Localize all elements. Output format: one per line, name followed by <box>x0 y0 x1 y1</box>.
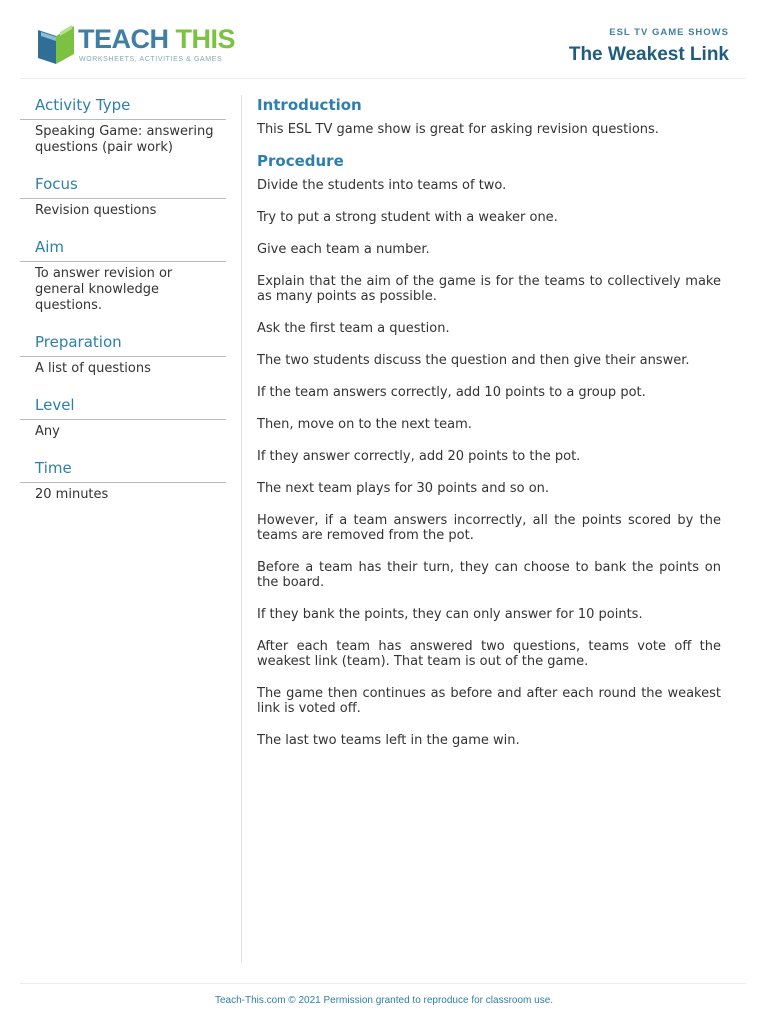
procedure-step: However, if a team answers incorrectly, all the points scored by the teams are removed from the pot. <box>257 513 721 543</box>
sidebar-section-aim <box>20 237 226 314</box>
procedure-step: If they bank the points, they can only answer for 10 points. <box>257 607 643 622</box>
sidebar-heading: Level <box>20 395 226 420</box>
logo-tagline: WORKSHEETS, ACTIVITIES & GAMES <box>79 56 223 63</box>
sidebar-section-focus <box>20 174 226 219</box>
procedure-step: Then, move on to the next team. <box>257 417 472 432</box>
header-title-block <box>569 27 729 66</box>
sidebar-value: To answer revision or general knowledge questions. <box>35 266 173 313</box>
procedure-step: The next team plays for 30 points and so on. <box>257 481 550 496</box>
series-label: ESL TV GAME SHOWS <box>609 27 729 38</box>
procedure-step: Explain that the aim of the game is for the teams to collectively make as many points as possible. <box>257 274 721 304</box>
procedure-step: The game then continues as before and after each round the weakest link is voted off. <box>257 686 721 716</box>
procedure-step: The two students discuss the question and then give their answer. <box>257 353 690 368</box>
main-content <box>257 95 721 765</box>
sidebar-heading: Time <box>20 458 226 483</box>
procedure-heading: Procedure <box>257 152 344 170</box>
sidebar-heading: Activity Type <box>20 95 226 120</box>
sidebar-value: A list of questions <box>35 361 151 376</box>
logo-this: THIS <box>175 24 236 54</box>
introduction-heading: Introduction <box>257 96 362 114</box>
sidebar-section-preparation <box>20 332 226 377</box>
footer-divider <box>20 983 746 984</box>
sidebar <box>20 95 226 521</box>
sidebar-value: 20 minutes <box>35 487 109 502</box>
sidebar-section-level <box>20 395 226 440</box>
procedure-step: Try to put a strong student with a weaker one. <box>257 210 558 225</box>
procedure-step: After each team has answered two questions, teams vote off the weakest link (team). That team is out of the game. <box>257 639 721 669</box>
procedure-step: Ask the first team a question. <box>257 321 450 336</box>
procedure-step: If they answer correctly, add 20 points to the pot. <box>257 449 581 464</box>
sidebar-value: Speaking Game: answering questions (pair work) <box>35 124 214 155</box>
header-divider <box>20 78 746 79</box>
logo-teach: TEACH <box>78 24 169 54</box>
sidebar-section-activity-type <box>20 95 226 156</box>
procedure-step: Divide the students into teams of two. <box>257 178 507 193</box>
page-header <box>0 0 768 78</box>
sidebar-heading: Preparation <box>20 332 226 357</box>
footer-copyright: Teach-This.com © 2021 Permission granted to reproduce for classroom use. <box>214 995 554 1006</box>
procedure-step: Before a team has their turn, they can choose to bank the points on the board. <box>257 560 721 590</box>
introduction-text: This ESL TV game show is great for asking revision questions. <box>257 122 659 137</box>
sidebar-value: Any <box>35 424 60 439</box>
sidebar-section-time <box>20 458 226 503</box>
sidebar-heading: Focus <box>20 174 226 199</box>
logo-wordmark <box>78 24 235 54</box>
sidebar-value: Revision questions <box>35 203 157 218</box>
procedure-step: The last two teams left in the game win. <box>257 733 520 748</box>
book-icon <box>36 22 76 66</box>
page-title: The Weakest Link <box>568 44 729 65</box>
teach-this-logo[interactable] <box>36 22 236 70</box>
sidebar-heading: Aim <box>20 237 226 262</box>
procedure-step: Give each team a number. <box>257 242 430 257</box>
column-divider <box>241 95 242 963</box>
procedure-step: If the team answers correctly, add 10 points to a group pot. <box>257 385 646 400</box>
